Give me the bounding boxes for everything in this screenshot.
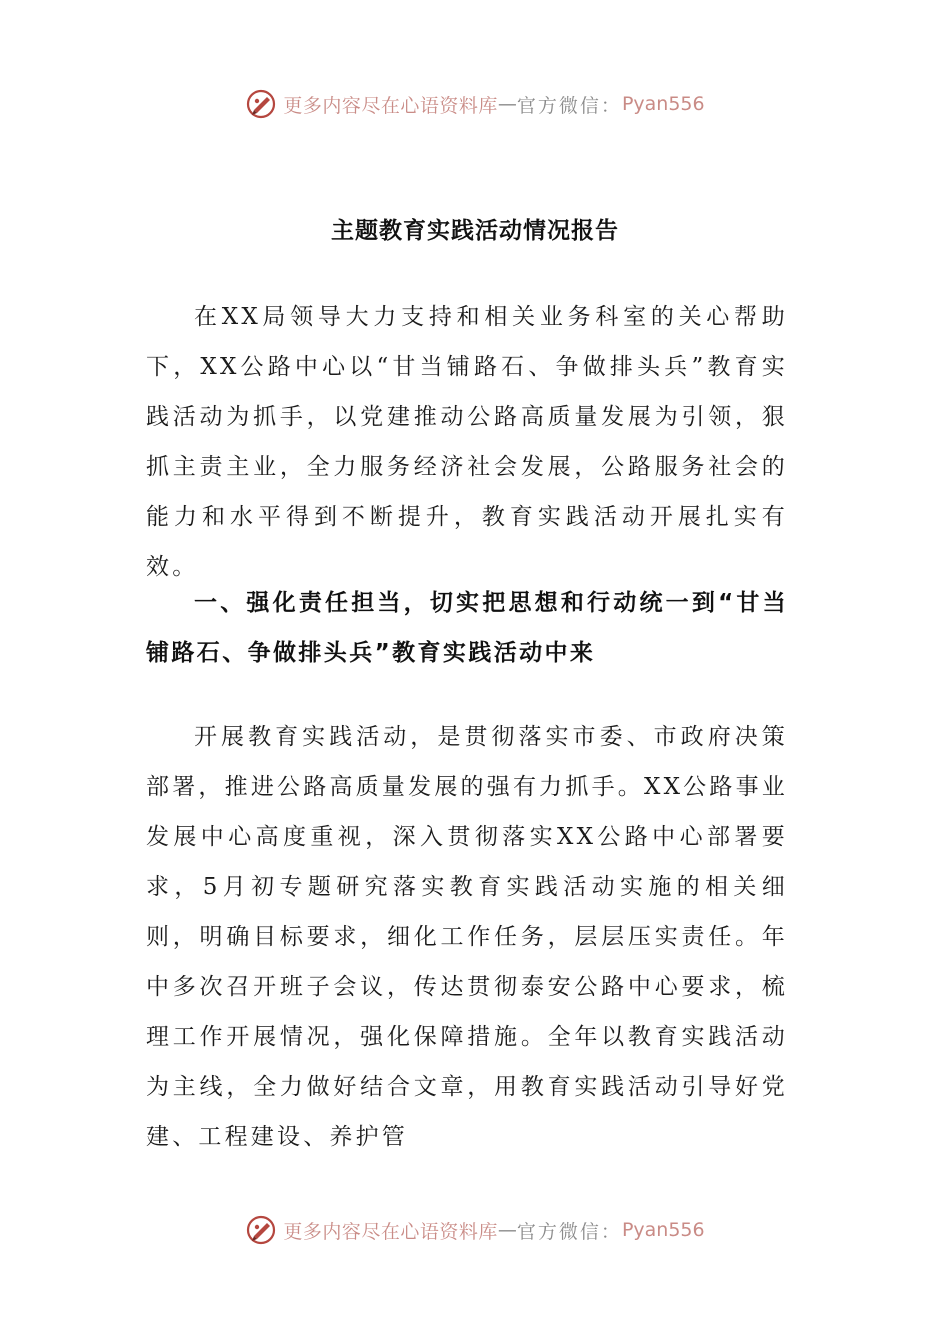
watermark-site-text: 更多内容尽在心语资料库	[283, 94, 498, 117]
pen-logo-icon	[245, 88, 277, 120]
watermark-banner-bottom	[0, 1210, 950, 1250]
watermark-dash: —	[497, 93, 517, 115]
watermark-site-text: 更多内容尽在心语资料库	[283, 1220, 498, 1243]
paragraph-intro: 在XX局领导大力支持和相关业务科室的关心帮助下，XX公路中心以“甘当铺路石、争做排头兵”教育实践活动为抓手，以党建推动公路高质量发展为引领，狠抓主责主业，全力服务经济社会发展，公路服务社会的能力和水平得到不断提升，教育实践活动开展扎实有效。	[146, 304, 788, 580]
watermark-dash: —	[497, 1219, 517, 1241]
watermark-wechat-label: 官方微信：	[516, 1220, 622, 1243]
watermark-wechat-label: 官方微信：	[516, 94, 622, 117]
section-heading-1: 一、强化责任担当，切实把思想和行动统一到“甘当铺路石、争做排头兵”教育实践活动中来	[146, 590, 788, 666]
watermark-wechat-id: Pyan556	[621, 93, 705, 115]
watermark-banner-top	[0, 84, 950, 124]
document-title: 主题教育实践活动情况报告	[331, 218, 619, 244]
paragraph-section-1: 开展教育实践活动，是贯彻落实市委、市政府决策部署，推进公路高质量发展的强有力抓手。XX公路事业发展中心高度重视，深入贯彻落实XX公路中心部署要求，5月初专题研究落实教育实践活动实施的相关细则，明确目标要求，细化工作任务，层层压实责任。年中多次召开班子会议，传达贯彻泰安公路中心要求，梳理工作开展情况，强化保障措施。全年以教育实践活动为主线，全力做好结合文章，用教育实践活动引导好党建、工程建设、养护管	[146, 724, 788, 1150]
pen-logo-icon	[245, 1214, 277, 1246]
watermark-wechat-id: Pyan556	[621, 1219, 705, 1241]
